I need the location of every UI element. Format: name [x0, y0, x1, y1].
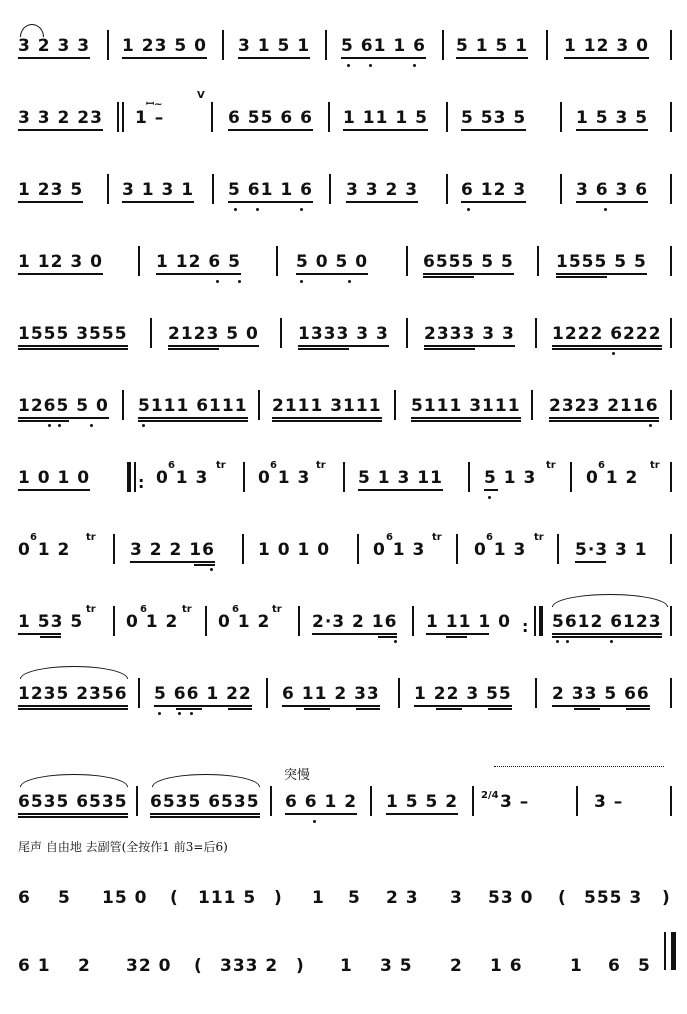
measure: 1333 3 3 [298, 324, 389, 344]
final-barline-thick [671, 932, 676, 970]
measure: 3 – [500, 792, 530, 812]
measure: 1 12 3 0 [564, 36, 649, 56]
grace-note-icon: 6 [598, 460, 605, 471]
staff-row-7 [0, 450, 687, 510]
measure: 1 12 6 5 [156, 252, 241, 272]
measure: 5 0 5 0 [296, 252, 368, 272]
measure: 3 3 2 23 [18, 108, 103, 128]
trill-mark: tr [216, 460, 226, 471]
trill-mark: tr [182, 604, 192, 615]
barline [535, 678, 537, 708]
barline [328, 102, 330, 132]
measure: 5 1 5 1 [456, 36, 528, 56]
measure: 1 11 1 5 [343, 108, 428, 128]
measure: 0 1 2 [126, 612, 179, 632]
barline [357, 534, 359, 564]
barline [576, 786, 578, 816]
measure: 3 2 3 3 [18, 36, 90, 56]
measure: 1 23 5 0 [122, 36, 207, 56]
final-barline-thin [664, 932, 666, 970]
breath-mark-icon: V [197, 90, 205, 101]
measure: 6535 6535 [18, 792, 128, 812]
trill-mark: tr [272, 604, 282, 615]
barline [406, 318, 408, 348]
barline [670, 462, 672, 492]
measure: 5 1 3 [484, 468, 536, 488]
barline [670, 606, 672, 636]
barline [122, 102, 124, 132]
barline [670, 318, 672, 348]
measure: 2·3 2 16 [312, 612, 397, 632]
staff-row-5 [0, 306, 687, 366]
measure: 5 53 5 [461, 108, 526, 128]
measure: 3 3 2 3 [346, 180, 418, 200]
measure: 0 1 3 [373, 540, 426, 560]
measure: 6 55 6 6 [228, 108, 313, 128]
measure: 0 1 3 [156, 468, 209, 488]
staff-row-2 [0, 90, 687, 150]
barline [138, 678, 140, 708]
barline [560, 174, 562, 204]
repeat-dots: : [522, 617, 529, 636]
barline [117, 102, 119, 132]
measure: 2333 3 3 [424, 324, 515, 344]
measure: 5 1 3 11 [358, 468, 443, 488]
trill-mark-icon: ꟷ~ [146, 99, 163, 110]
measure: 5612 6123 [552, 612, 662, 632]
grace-note-icon: 6 [386, 532, 393, 543]
measure: 1265 5 0 [18, 396, 109, 416]
measure: 0 1 3 [474, 540, 527, 560]
trill-mark: tr [534, 532, 544, 543]
repeat-dots: : [138, 473, 145, 492]
barline [205, 606, 207, 636]
barline [670, 30, 672, 60]
barline [107, 174, 109, 204]
barline [456, 534, 458, 564]
barline [557, 534, 559, 564]
staff-row-4 [0, 234, 687, 294]
measure: 6 6 1 2 [285, 792, 357, 812]
repeat-barline [127, 462, 131, 492]
measure: 5 61 1 6 [228, 180, 313, 200]
barline [211, 102, 213, 132]
barline [670, 678, 672, 708]
staff-row-11 [0, 774, 687, 834]
measure: 5111 6111 [138, 396, 248, 416]
time-signature: 2/4 [481, 790, 499, 801]
measure: 1 0 1 0 [18, 468, 90, 488]
measure: 2111 3111 [272, 396, 382, 416]
barline [446, 102, 448, 132]
measure: 1555 5 5 [556, 252, 647, 272]
barline [446, 174, 448, 204]
barline [276, 246, 278, 276]
slur [20, 774, 128, 787]
tempo-marking: 突慢 [284, 768, 311, 783]
barline [398, 678, 400, 708]
measure: 6555 5 5 [423, 252, 514, 272]
measure: 5 61 1 6 [341, 36, 426, 56]
repeat-barline [539, 606, 543, 636]
measure: 2 33 5 66 [552, 684, 650, 704]
measure: 2323 2116 [549, 396, 659, 416]
measure: 5111 3111 [411, 396, 521, 416]
staff-row-6 [0, 378, 687, 438]
staff-row-8 [0, 522, 687, 582]
barline [670, 786, 672, 816]
measure: 1 – [135, 108, 165, 128]
barline [472, 786, 474, 816]
grace-note-icon: 6 [168, 460, 175, 471]
barline [122, 390, 124, 420]
trill-mark: tr [86, 604, 96, 615]
barline [531, 390, 533, 420]
measure: 1 0 1 0 [258, 540, 331, 560]
grace-note-icon: 6 [232, 604, 239, 615]
barline [442, 30, 444, 60]
barline [670, 534, 672, 564]
barline [138, 246, 140, 276]
barline [546, 30, 548, 60]
measure: 1 5 3 5 [576, 108, 648, 128]
measure: 1 5 5 2 [386, 792, 458, 812]
barline [266, 678, 268, 708]
barline [242, 534, 244, 564]
barline [670, 174, 672, 204]
slur [552, 594, 668, 607]
measure: 1555 3555 [18, 324, 128, 344]
barline [222, 30, 224, 60]
coda-line-2: 6 1 2 32 0 ( 333 2 ) 1 3 5 2 1 6 1 6 5 [18, 956, 651, 976]
barline [534, 606, 536, 636]
barline [134, 462, 136, 492]
barline [113, 606, 115, 636]
measure: 1 22 3 55 [414, 684, 512, 704]
barline [258, 390, 260, 420]
measure: 1235 2356 [18, 684, 128, 704]
barline [329, 174, 331, 204]
barline [570, 462, 572, 492]
barline [670, 390, 672, 420]
measure: 3 1 5 1 [238, 36, 310, 56]
barline [107, 30, 109, 60]
measure: 0 1 2 [586, 468, 639, 488]
trill-mark: tr [546, 460, 556, 471]
barline [394, 390, 396, 420]
coda-instruction: 尾声 自由地 去副管(全按作1 前3=后6) [18, 840, 228, 854]
measure: 1 53 5 [18, 612, 83, 632]
measure: 3 2 2 16 [130, 540, 215, 560]
trill-extension-icon [494, 766, 664, 773]
measure: 3 6 3 6 [576, 180, 648, 200]
measure: 0 1 3 [258, 468, 311, 488]
measure: 1 23 5 [18, 180, 83, 200]
barline [212, 174, 214, 204]
barline [298, 606, 300, 636]
grace-note-icon: 6 [270, 460, 277, 471]
barline [537, 246, 539, 276]
slur [20, 666, 128, 679]
trill-mark: tr [86, 532, 96, 543]
grace-note-icon: 6 [486, 532, 493, 543]
measure: 2123 5 0 [168, 324, 259, 344]
barline [270, 786, 272, 816]
staff-row-3 [0, 162, 687, 222]
grace-note-icon: 6 [30, 532, 37, 543]
barline [412, 606, 414, 636]
barline [343, 462, 345, 492]
measure: 1 11 1 0 [426, 612, 511, 632]
barline [243, 462, 245, 492]
slur [152, 774, 260, 787]
trill-mark: tr [650, 460, 660, 471]
barline [535, 318, 537, 348]
measure: 6 11 2 33 [282, 684, 380, 704]
barline [280, 318, 282, 348]
barline [670, 102, 672, 132]
measure: 1 12 3 0 [18, 252, 103, 272]
barline [406, 246, 408, 276]
measure: 1222 6222 [552, 324, 662, 344]
measure: 0 1 2 [18, 540, 71, 560]
staff-row-1 [0, 18, 687, 78]
trill-mark: tr [432, 532, 442, 543]
barline [468, 462, 470, 492]
barline [560, 102, 562, 132]
barline [325, 30, 327, 60]
barline [370, 786, 372, 816]
grace-note-icon: 6 [140, 604, 147, 615]
coda-line-1: 6 5 15 0 ( 111 5 ) 1 5 2 3 3 53 0 ( 555 3 ) [18, 888, 671, 908]
measure: 3 – [594, 792, 624, 812]
trill-mark: tr [316, 460, 326, 471]
measure: 5·3 3 1 [575, 540, 648, 560]
barline [150, 318, 152, 348]
measure: 6535 6535 [150, 792, 260, 812]
measure: 6 12 3 [461, 180, 526, 200]
measure: 3 1 3 1 [122, 180, 194, 200]
measure: 0 1 2 [218, 612, 271, 632]
barline [113, 534, 115, 564]
measure: 5 66 1 22 [154, 684, 252, 704]
barline [136, 786, 138, 816]
barline [670, 246, 672, 276]
staff-row-9 [0, 594, 687, 654]
staff-row-10 [0, 666, 687, 726]
